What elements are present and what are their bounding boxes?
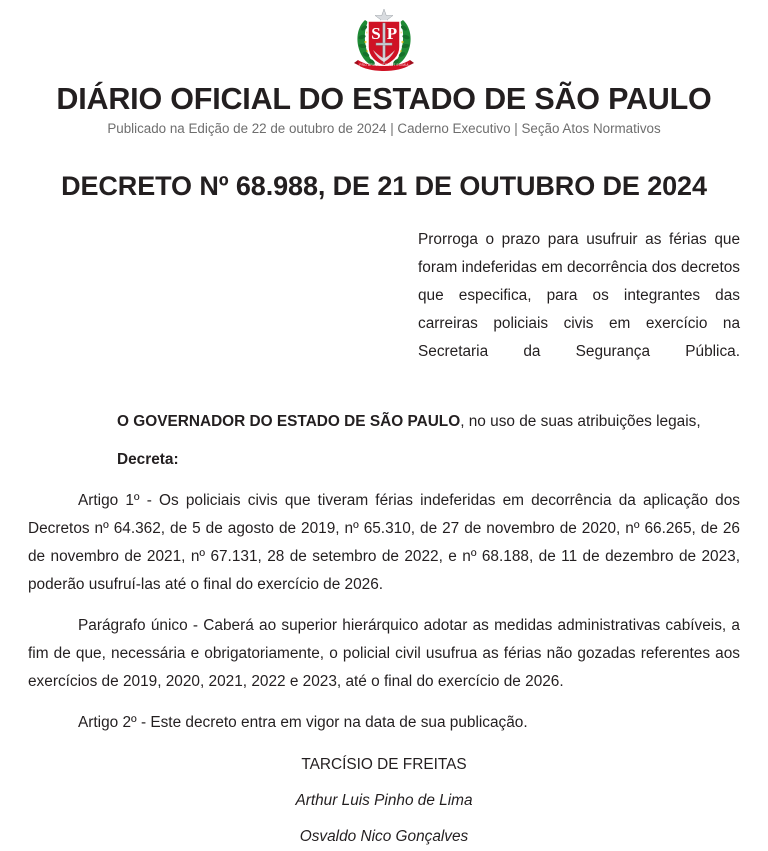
masthead (0, 0, 768, 137)
signature-governor: TARCÍSIO DE FREITAS (301, 756, 467, 774)
sao-paulo-coat-of-arms-icon (347, 8, 421, 74)
governor-line (28, 408, 740, 436)
article-2-paragraph: Artigo 2º - Este decreto entra em vigor na data de sua publicação. (78, 714, 528, 732)
decree-body (0, 408, 768, 851)
decree-summary: Prorroga o prazo para usufruir as férias que foram indeferidas em decorrência dos decretos que especifica, para os integrantes das carreiras policiais civis em exercício na Secretaria da Segurança Pública. (418, 231, 740, 361)
svg-text:PRO BRASILIA FIANT EXIMIA: PRO BRASILIA FIANT EXIMIA (359, 63, 409, 67)
emblem-container (0, 8, 768, 78)
decreta-label: Decreta: (117, 451, 179, 469)
paragrafo-unico: Parágrafo único - Caberá ao superior hierárquico adotar as medidas administrativas cabíveis, a fim de que, necessária e obrigatoriamente, o policial civil usufrua as férias não gozadas referentes aos exercícios de 2019, 2020, 2021, 2022 e 2023, até o final do exercício de 2026. (28, 617, 740, 691)
svg-text:S: S (371, 24, 381, 43)
signature-secretary-2: Osvaldo Nico Gonçalves (299, 828, 469, 846)
governor-clause: , no uso de suas atribuições legais, (460, 413, 701, 431)
article-1-paragraph: Artigo 1º - Os policiais civis que tiveram férias indeferidas em decorrência da aplicação dos Decretos nº 64.362, de 5 de agosto de 2019, nº 65.310, de 27 de novembro de 2020, nº 66.265, de 26 de novembro de 2021, nº 67.131, 28 de setembro de 2022, e nº 68.188, de 11 de dezembro de 2023, poderão usufruí-las até o final do exercício de 2026. (28, 492, 740, 594)
signature-secretary-1: Arthur Luis Pinho de Lima (295, 792, 473, 810)
governor-title: O GOVERNADOR DO ESTADO DE SÃO PAULO (117, 413, 461, 431)
svg-text:P: P (386, 24, 398, 43)
publication-subtitle: Publicado na Edição de 22 de outubro de 2024 | Caderno Executivo | Seção Atos Normativos (107, 121, 661, 137)
decree-title: DECRETO Nº 68.988, DE 21 DE OUTUBRO DE 2024 (61, 171, 707, 202)
signature-block (28, 751, 740, 851)
ementa-row (0, 226, 768, 394)
publication-title: DIÁRIO OFICIAL DO ESTADO DE SÃO PAULO (56, 82, 712, 116)
